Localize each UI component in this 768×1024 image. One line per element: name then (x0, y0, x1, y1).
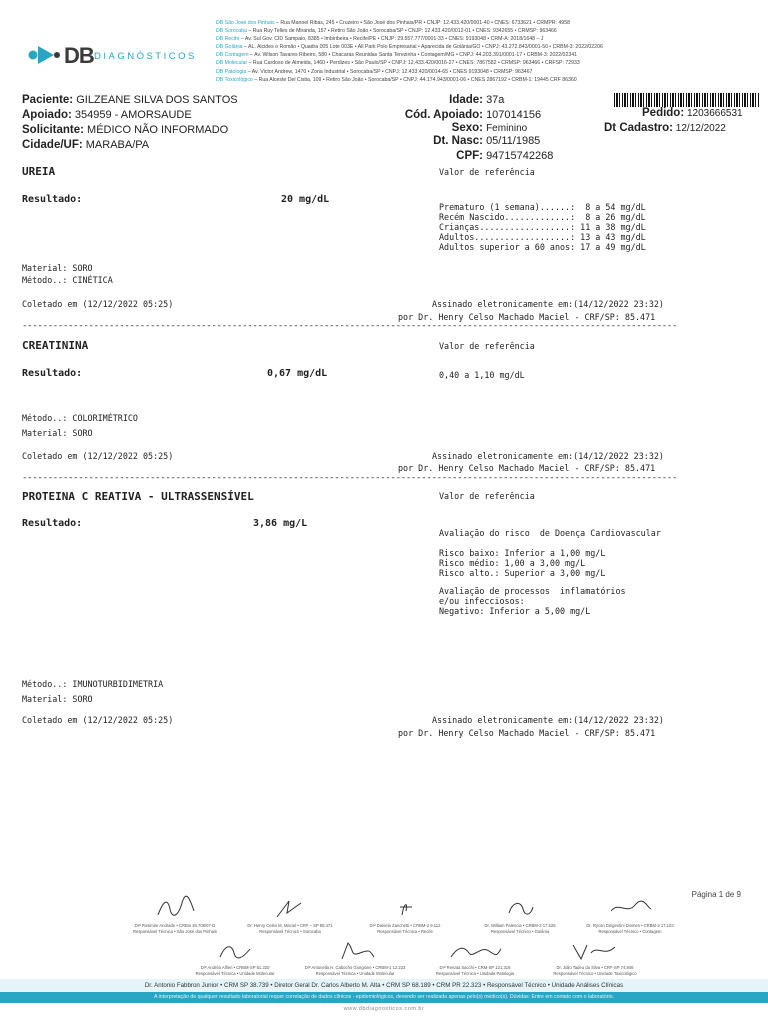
unit-line: DB Molecular – Rua Cardoso de Almeida, 1460 • Perdizes • São Paulo/SP • CNPJ: 12.433.420/0016-27 • CNES: 7867582 • CRMSP: 963466 • CRFSP: 72933 (216, 60, 580, 67)
ureia-assinado: Assinado eletronicamente em:(14/12/2022 23:32) (432, 299, 664, 309)
signature: Drª Daniela Zanchetti • CRBM-2 9.112 Responsável Técnica • Recife (350, 895, 460, 934)
pcr-ref-label: Valor de referência (439, 491, 535, 501)
unit-line: DB Contagem – Av. Wilson Tavares Ribeiro, 580 • Chacaras Reunidas Santa Terezinha • Contagem/MG • CNPJ: 44.203.391/0001-17 • CRBM-3: 2022/02341 (216, 52, 577, 59)
signature: Drª Antonella H. Cabocho Giorgione • CRBM-1 12.223 Responsável Técnica • Unidade Molecular (300, 939, 410, 976)
signature: Drª Rosimire Andrade • CRBio 25.708/07-D Responsável Técnica • São José dos Pinhais (120, 895, 230, 934)
cpf-label: CPF: (456, 150, 483, 162)
ureia-result-label: Resultado: (22, 194, 83, 205)
ureia-material: Material: SORO (22, 263, 93, 273)
logo-sub-text: DIAGNÓSTICOS (94, 51, 197, 62)
signature-scribble-icon (150, 895, 200, 921)
unit-line: DB Sorocaba – Rua Ruy Telles de Miranda, 157 • Retiro São João • Sorocaba/SP • CNJP: 12.433.420/0012-01 • CNES: 9342655 • CRMSP: 963466 (216, 28, 557, 35)
nasc-value: 05/11/1985 (486, 135, 541, 147)
section-divider: -------------------------------------------------------------------------------------------------------------------------------- (22, 473, 678, 483)
idade-label: Idade: (449, 94, 483, 106)
brand-logo (28, 42, 208, 68)
pcr-assinado: Assinado eletronicamente em:(14/12/2022 23:32) (432, 715, 664, 725)
patient-info-left (22, 93, 238, 153)
pcr-coletado: Coletado em (12/12/2022 05:25) (22, 715, 174, 725)
ureia-assinado-por: por Dr. Henry Celso Machado Maciel - CRF/SP: 85.471 (398, 312, 656, 322)
signature: Dr. Júlio Tadeu da Silva • CRF-SP 74.846 Responsável Técnico • Unidade Toxicológico (540, 939, 650, 976)
creatinina-assinado: Assinado eletronicamente em:(14/12/2022 23:32) (432, 451, 664, 461)
signature-scribble-icon (210, 939, 260, 963)
signature: Dr. William Palencia • CRBM-3 17.526 Responsável Técnico • Goiânia (465, 895, 575, 934)
cod-apoiado-label: Cód. Apoiado: (404, 109, 483, 121)
pcr-title: PROTEINA C REATIVA - ULTRASSENSÍVEL (22, 490, 254, 503)
cidade-value: MARABA/PA (85, 139, 150, 151)
creatinina-coletado: Coletado em (12/12/2022 05:25) (22, 451, 174, 461)
signature-scribble-icon (380, 895, 430, 921)
pcr-result-label: Resultado: (22, 518, 83, 529)
signature: Drª Renata Sacchi • CRM-SP 121.316 Responsável Técnica • Unidade Patologia (420, 939, 530, 976)
unit-line: DB Patologia – Av. Victor Andrew, 1470 • Zona Industrial • Sorocaba/SP • CNPJ: 12.433.420/0014-65 • CNES 9193048 • CRMSP: 963467 (216, 68, 533, 75)
pcr-metodo: Método..: IMUNOTURBIDIMETRIA (22, 679, 164, 689)
paciente-label: Paciente: (22, 94, 74, 106)
ureia-title: UREIA (22, 165, 56, 178)
ureia-result-value: 20 mg/dL (281, 194, 330, 205)
creatinina-result-label: Resultado: (22, 368, 83, 379)
signature-scribble-icon (445, 939, 505, 963)
creatinina-ref-label: Valor de referência (439, 341, 535, 351)
creatinina-metodo: Método..: COLORIMÉTRICO (22, 413, 138, 423)
solicitante-value: MÉDICO NÃO INFORMADO (87, 124, 229, 136)
pcr-metodo-material (22, 677, 163, 707)
nasc-label: Dt. Nasc: (433, 135, 483, 147)
signature-scribble-icon (495, 895, 545, 921)
section-divider: -------------------------------------------------------------------------------------------------------------------------------- (22, 321, 678, 331)
ureia-metodo: Método..: CINÉTICA (22, 275, 113, 285)
cpf-value: 94715742268 (486, 150, 554, 162)
signature-scribble-icon (565, 939, 625, 963)
pcr-assinado-por: por Dr. Henry Celso Machado Maciel - CRF/SP: 85.471 (398, 728, 656, 738)
unit-line: DB Goiânia – AL. Alcides o Romão • Quadra 005 Lote 003E • All Park Polo Empresarial • Aparecida de Goiânia/GO • CNPJ: 43.272.843/0001-50 • CRBM-3: 2022/02206 (216, 44, 603, 51)
unit-line: DB Recife – Av. Sul Gov. CID Sampaio, 8385 • Imbiribeira • Recife/PE • CNJP: 29.557.777/0001-33 • CNES: 9193048 • CRM-A: 2018/1648 – J (216, 36, 544, 43)
creatinina-material: Material: SORO (22, 428, 93, 438)
pedido: Pedido: 1203666531 (642, 107, 743, 119)
ureia-material-metodo (22, 262, 113, 286)
ureia-coletado: Coletado em (12/12/2022 05:25) (22, 299, 174, 309)
creatinina-assinado-por: por Dr. Henry Celso Machado Maciel - CRF/SP: 85.471 (398, 463, 656, 473)
ureia-ref-values: Prematuro (1 semana)......: 8 a 54 mg/dL Recém Nascido.............: 8 a 26 mg/dL Crianças..................: 11 a 38 mg/dL Adultos...................: 13 a 43 mg/dL Adultos superior a 60 anos: 17 a 49 mg/dL (439, 202, 646, 252)
signature-scribble-icon (605, 895, 655, 921)
unit-line: DB Toxicológico – Rua Alceste Del Cistia, 109 • Retiro São João • Sorocaba/SP • CNPJ: 44.174.943/0001-06 • CNES 2867192 • CRBM-1: 19445 CRF 86360 (216, 76, 577, 83)
creatinina-title: CREATININA (22, 339, 89, 352)
paciente-value: GILZEANE SILVA DOS SANTOS (76, 94, 238, 106)
dt-cadastro: Dt Cadastro: 12/12/2022 (604, 122, 726, 134)
cidade-label: Cidade/UF: (22, 139, 83, 151)
sexo-label: Sexo: (451, 122, 483, 134)
signature: Dr. Rycon Dirigentini Dinmes • CRBM-3 17.103 Responsável Técnico • Contagem (575, 895, 685, 934)
signature: Dr. Henry Celso M. Maciel • CRF – SP 85.471 Responsável Técnico • Sorocaba (235, 895, 345, 934)
apoiado-value: 354959 - AMORSAUDE (74, 109, 192, 121)
signature-scribble-icon (330, 939, 380, 963)
creatinina-result-value: 0,67 mg/dL (267, 368, 328, 379)
creatinina-metodo-material (22, 411, 138, 441)
idade-value: 37a (486, 94, 505, 106)
logo-main-text: DB (64, 43, 94, 68)
signature: Drª Andréa Alfieri • CRBM-SP 61.320 Responsável Técnica • Unidade Molecular (180, 939, 290, 976)
footer-site-link[interactable]: www.dbdiagnosticos.com.br (343, 1006, 425, 1012)
pcr-result-value: 3,86 mg/L (253, 518, 308, 529)
signature-scribble-icon (265, 895, 315, 921)
page-number: Página 1 de 9 (691, 890, 741, 899)
solicitante-label: Solicitante: (22, 124, 84, 136)
apoiado-label: Apoiado: (22, 109, 72, 121)
pcr-ref-values: Avaliação do risco de Doença Cardiovascular Risco baixo: Inferior a 1,00 mg/L Risco médio: 1,00 a 3,00 mg/L Risco alto.: Superior a 3,00 mg/L Avaliação de processos inflamatórios e/ou infecciosos: Negativo: Inferior a 5,00 mg/L (439, 528, 661, 616)
unit-line: DB São José dos Pinhais – Rua Manoel Ribas, 245 • Cruzeiro • São José dos Pinhais/PR • CNJP: 12.433.420/0001-40 • CNES: 6733621 • CRMPR: 4958 (216, 20, 570, 26)
footer-directors: Dr. Antonio Fabbron Junior • CRM SP 38.739 • Diretor Geral Dr. Carlos Alberto M. Alta • CRM SP 68.189 • CRM PR 22.323 • Responsável Técnico • Unidade Análises Clínicas (0, 979, 768, 992)
footer-disclaimer: A interpretação de qualquer resultado laboratorial requer correlação de dados clínicos - epidemiológicos, devendo ser realizada apenas pelo(s) médico(s). Dúvidas: Entre em contato com o laboratório. (0, 992, 768, 1003)
creatinina-ref: 0,40 a 1,10 mg/dL (439, 370, 525, 380)
patient-info-middle (396, 93, 566, 164)
ureia-ref-label: Valor de referência (439, 167, 535, 177)
logo-mark-icon (28, 44, 62, 66)
cod-apoiado-value: 107014156 (486, 109, 542, 121)
pcr-material: Material: SORO (22, 694, 93, 704)
sexo-value: Feminino (486, 123, 528, 134)
units-list (216, 19, 761, 84)
barcode-icon (614, 93, 760, 107)
